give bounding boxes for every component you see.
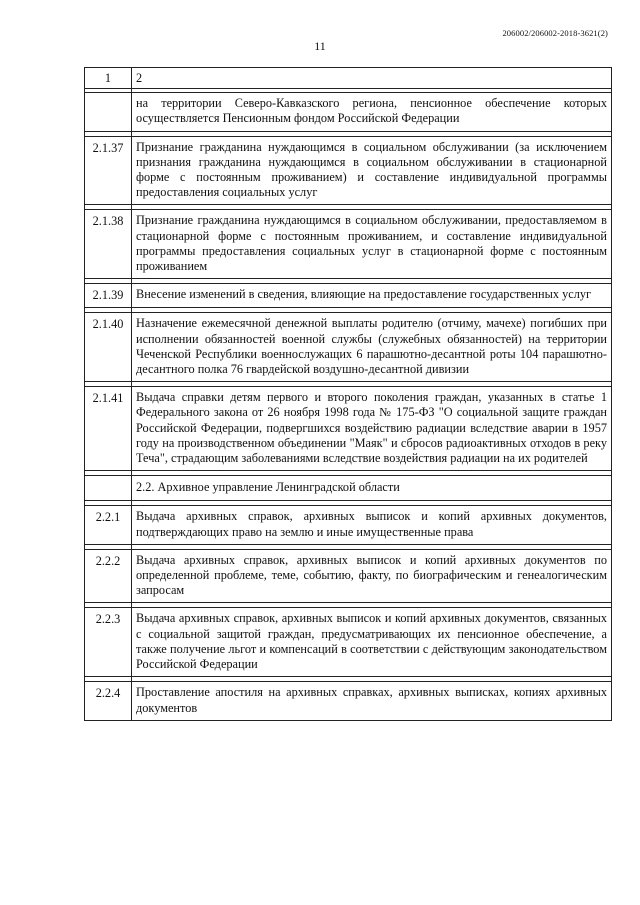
service-description: Выдача архивных справок, архивных выписок и копий архивных документов по определенной проблеме, теме, событию, факту, по биографическим и генеалогическим запросам (132, 549, 612, 603)
document-id: 206002/206002-2018-3621(2) (502, 28, 608, 38)
service-description: Выдача справки детям первого и второго поколения граждан, указанных в статье 1 Федерального закона от 26 ноября 1998 года № 175-ФЗ "О социальной защите граждан Российской Федерации, подвергшихся воздействию радиации вследствие аварии в 1957 году на производственном объединении "Маяк" и сбросов радиоактивных отходов в реку Теча", страдающим заболеваниями вследствие воздействия радиации на их родителей (132, 387, 612, 471)
service-description: Проставление апостиля на архивных справках, архивных выписках, копиях архивных документов (132, 682, 612, 720)
service-number (85, 476, 132, 501)
table-row (85, 210, 612, 279)
service-number: 2.1.39 (85, 284, 132, 308)
column-header-1: 1 (85, 68, 132, 89)
table-row (85, 284, 612, 308)
service-number: 2.1.41 (85, 387, 132, 471)
service-description: Признание гражданина нуждающимся в социальном обслуживании, предоставляемом в стационарной форме с постоянным проживанием, и составление индивидуальной программы предоставления социальных услуг в стационарной форме с постоянным проживанием (132, 210, 612, 279)
table-row (85, 93, 612, 131)
service-number: 2.1.38 (85, 210, 132, 279)
service-number: 2.2.1 (85, 506, 132, 544)
service-description: Внесение изменений в сведения, влияющие на предоставление государственных услуг (132, 284, 612, 308)
table-header-row (85, 68, 612, 89)
service-description: Выдача архивных справок, архивных выписок и копий архивных документов, связанных с социальной защитой граждан, предусматривающих их пенсионное обеспечение, а также получение льгот и компенсаций в соответствии с действующим законодательством Российской Федерации (132, 608, 612, 677)
section-heading-row (85, 476, 612, 501)
service-description: Признание гражданина нуждающимся в социальном обслуживании (за исключением признания гражданина нуждающимся в социальном обслуживании в стационарной форме с постоянным проживанием) и составление индивидуальной программы предоставления социальных услуг (132, 136, 612, 205)
table-row (85, 608, 612, 677)
page-number: 11 (314, 39, 326, 53)
service-number: 2.1.37 (85, 136, 132, 205)
service-number: 2.1.40 (85, 313, 132, 382)
service-number: 2.2.4 (85, 682, 132, 720)
service-number: 2.2.3 (85, 608, 132, 677)
column-header-2: 2 (132, 68, 612, 89)
table-row (85, 136, 612, 205)
service-number: 2.2.2 (85, 549, 132, 603)
services-table (84, 67, 612, 721)
table-row (85, 387, 612, 471)
services-table-body (85, 68, 612, 721)
service-description: на территории Северо-Кавказского региона, пенсионное обеспечение которых осуществляется Пенсионным фондом Российской Федерации (132, 93, 612, 131)
table-row (85, 506, 612, 544)
section-title: 2.2. Архивное управление Ленинградской области (132, 476, 612, 501)
service-description: Назначение ежемесячной денежной выплаты родителю (отчиму, мачехе) погибших при исполнении обязанностей военной службы (служебных обязанностей) на территории Чеченской Республики военнослужащих 6 парашютно-десантной роты 104 парашютно-десантного полка 76 гвардейской воздушно-десантной дивизии (132, 313, 612, 382)
service-description: Выдача архивных справок, архивных выписок и копий архивных документов, подтверждающих право на землю и иные имущественные права (132, 506, 612, 544)
service-number (85, 93, 132, 131)
table-row (85, 549, 612, 603)
table-row (85, 313, 612, 382)
table-row (85, 682, 612, 720)
